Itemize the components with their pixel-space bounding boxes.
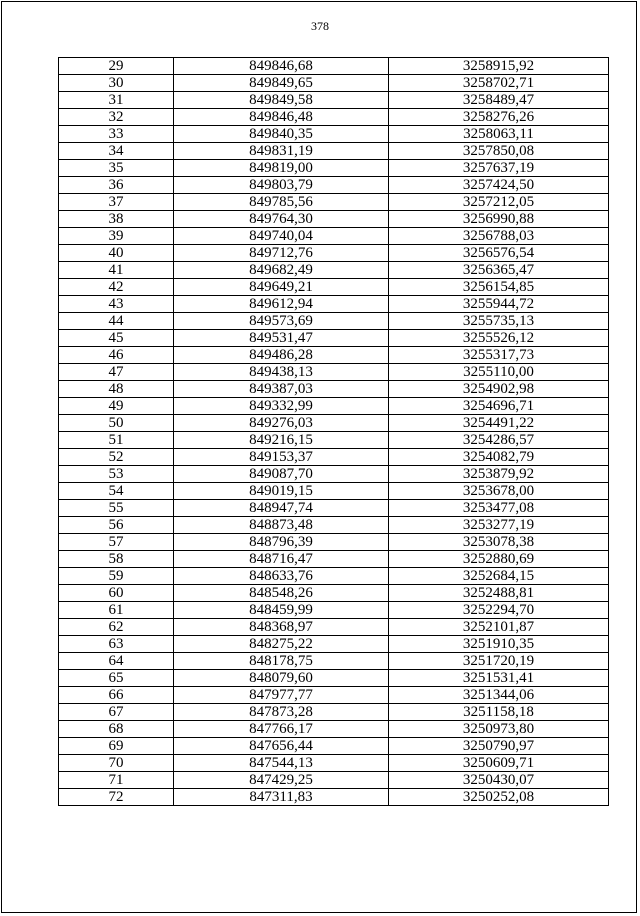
point-number-cell: 51: [59, 432, 174, 449]
point-number-cell: 54: [59, 483, 174, 500]
x-coordinate-cell: 849846,68: [174, 58, 389, 75]
point-number-cell: 43: [59, 296, 174, 313]
y-coordinate-cell: 3254286,57: [389, 432, 609, 449]
table-row: [59, 585, 609, 602]
point-number-cell: 37: [59, 194, 174, 211]
table-row: [59, 194, 609, 211]
table-row: [59, 177, 609, 194]
point-number-cell: 62: [59, 619, 174, 636]
y-coordinate-cell: 3255317,73: [389, 347, 609, 364]
x-coordinate-cell: 848796,39: [174, 534, 389, 551]
point-number-cell: 66: [59, 687, 174, 704]
x-coordinate-cell: 849831,19: [174, 143, 389, 160]
table-row: [59, 58, 609, 75]
y-coordinate-cell: 3250430,07: [389, 772, 609, 789]
y-coordinate-cell: 3257850,08: [389, 143, 609, 160]
x-coordinate-cell: 849740,04: [174, 228, 389, 245]
x-coordinate-cell: 849764,30: [174, 211, 389, 228]
table-row: [59, 517, 609, 534]
point-number-cell: 47: [59, 364, 174, 381]
table-row: [59, 381, 609, 398]
y-coordinate-cell: 3254902,98: [389, 381, 609, 398]
table-row: [59, 534, 609, 551]
table-row: [59, 262, 609, 279]
y-coordinate-cell: 3258489,47: [389, 92, 609, 109]
point-number-cell: 31: [59, 92, 174, 109]
y-coordinate-cell: 3252101,87: [389, 619, 609, 636]
y-coordinate-cell: 3251158,18: [389, 704, 609, 721]
y-coordinate-cell: 3253277,19: [389, 517, 609, 534]
y-coordinate-cell: 3254082,79: [389, 449, 609, 466]
x-coordinate-cell: 849438,13: [174, 364, 389, 381]
x-coordinate-cell: 849087,70: [174, 466, 389, 483]
point-number-cell: 70: [59, 755, 174, 772]
x-coordinate-cell: 848079,60: [174, 670, 389, 687]
point-number-cell: 55: [59, 500, 174, 517]
table-row: [59, 330, 609, 347]
x-coordinate-cell: 849849,65: [174, 75, 389, 92]
x-coordinate-cell: 849849,58: [174, 92, 389, 109]
table-row: [59, 92, 609, 109]
x-coordinate-cell: 849612,94: [174, 296, 389, 313]
x-coordinate-cell: 847873,28: [174, 704, 389, 721]
y-coordinate-cell: 3250973,80: [389, 721, 609, 738]
table-row: [59, 160, 609, 177]
y-coordinate-cell: 3256788,03: [389, 228, 609, 245]
y-coordinate-cell: 3257424,50: [389, 177, 609, 194]
point-number-cell: 48: [59, 381, 174, 398]
point-number-cell: 40: [59, 245, 174, 262]
point-number-cell: 45: [59, 330, 174, 347]
table-row: [59, 602, 609, 619]
point-number-cell: 44: [59, 313, 174, 330]
y-coordinate-cell: 3254696,71: [389, 398, 609, 415]
x-coordinate-cell: 849840,35: [174, 126, 389, 143]
table-row: [59, 653, 609, 670]
y-coordinate-cell: 3250790,97: [389, 738, 609, 755]
table-row: [59, 296, 609, 313]
y-coordinate-cell: 3256990,88: [389, 211, 609, 228]
x-coordinate-cell: 849573,69: [174, 313, 389, 330]
y-coordinate-cell: 3252294,70: [389, 602, 609, 619]
y-coordinate-cell: 3250609,71: [389, 755, 609, 772]
point-number-cell: 68: [59, 721, 174, 738]
point-number-cell: 65: [59, 670, 174, 687]
point-number-cell: 36: [59, 177, 174, 194]
point-number-cell: 69: [59, 738, 174, 755]
point-number-cell: 60: [59, 585, 174, 602]
y-coordinate-cell: 3252488,81: [389, 585, 609, 602]
x-coordinate-cell: 848633,76: [174, 568, 389, 585]
x-coordinate-cell: 847544,13: [174, 755, 389, 772]
x-coordinate-cell: 849531,47: [174, 330, 389, 347]
table-row: [59, 636, 609, 653]
x-coordinate-cell: 847311,83: [174, 789, 389, 806]
point-number-cell: 53: [59, 466, 174, 483]
y-coordinate-cell: 3252684,15: [389, 568, 609, 585]
y-coordinate-cell: 3253678,00: [389, 483, 609, 500]
point-number-cell: 49: [59, 398, 174, 415]
point-number-cell: 71: [59, 772, 174, 789]
y-coordinate-cell: 3254491,22: [389, 415, 609, 432]
point-number-cell: 56: [59, 517, 174, 534]
table-row: [59, 415, 609, 432]
x-coordinate-cell: 849276,03: [174, 415, 389, 432]
point-number-cell: 52: [59, 449, 174, 466]
coordinates-table-body: [59, 58, 609, 806]
x-coordinate-cell: 848459,99: [174, 602, 389, 619]
table-row: [59, 721, 609, 738]
table-row: [59, 364, 609, 381]
table-row: [59, 228, 609, 245]
x-coordinate-cell: 849216,15: [174, 432, 389, 449]
x-coordinate-cell: 849649,21: [174, 279, 389, 296]
table-row: [59, 619, 609, 636]
y-coordinate-cell: 3256365,47: [389, 262, 609, 279]
y-coordinate-cell: 3251720,19: [389, 653, 609, 670]
point-number-cell: 29: [59, 58, 174, 75]
point-number-cell: 63: [59, 636, 174, 653]
table-row: [59, 126, 609, 143]
x-coordinate-cell: 848275,22: [174, 636, 389, 653]
table-row: [59, 279, 609, 296]
table-row: [59, 755, 609, 772]
x-coordinate-cell: 849153,37: [174, 449, 389, 466]
point-number-cell: 46: [59, 347, 174, 364]
point-number-cell: 61: [59, 602, 174, 619]
table-row: [59, 75, 609, 92]
y-coordinate-cell: 3255110,00: [389, 364, 609, 381]
x-coordinate-cell: 849682,49: [174, 262, 389, 279]
point-number-cell: 30: [59, 75, 174, 92]
y-coordinate-cell: 3256154,85: [389, 279, 609, 296]
table-row: [59, 551, 609, 568]
point-number-cell: 34: [59, 143, 174, 160]
y-coordinate-cell: 3256576,54: [389, 245, 609, 262]
x-coordinate-cell: 848716,47: [174, 551, 389, 568]
y-coordinate-cell: 3253477,08: [389, 500, 609, 517]
table-row: [59, 211, 609, 228]
table-row: [59, 772, 609, 789]
y-coordinate-cell: 3252880,69: [389, 551, 609, 568]
y-coordinate-cell: 3255944,72: [389, 296, 609, 313]
x-coordinate-cell: 849712,76: [174, 245, 389, 262]
table-row: [59, 568, 609, 585]
point-number-cell: 41: [59, 262, 174, 279]
y-coordinate-cell: 3253078,38: [389, 534, 609, 551]
table-row: [59, 704, 609, 721]
table-row: [59, 347, 609, 364]
x-coordinate-cell: 849019,15: [174, 483, 389, 500]
x-coordinate-cell: 847977,77: [174, 687, 389, 704]
coordinates-table: [58, 57, 609, 806]
point-number-cell: 39: [59, 228, 174, 245]
page-number: 378: [311, 19, 329, 33]
y-coordinate-cell: 3255526,12: [389, 330, 609, 347]
point-number-cell: 50: [59, 415, 174, 432]
y-coordinate-cell: 3257637,19: [389, 160, 609, 177]
y-coordinate-cell: 3251910,35: [389, 636, 609, 653]
x-coordinate-cell: 849785,56: [174, 194, 389, 211]
point-number-cell: 64: [59, 653, 174, 670]
y-coordinate-cell: 3257212,05: [389, 194, 609, 211]
point-number-cell: 38: [59, 211, 174, 228]
x-coordinate-cell: 847766,17: [174, 721, 389, 738]
table-row: [59, 500, 609, 517]
table-row: [59, 789, 609, 806]
x-coordinate-cell: 848873,48: [174, 517, 389, 534]
point-number-cell: 33: [59, 126, 174, 143]
x-coordinate-cell: 848548,26: [174, 585, 389, 602]
y-coordinate-cell: 3258915,92: [389, 58, 609, 75]
y-coordinate-cell: 3258702,71: [389, 75, 609, 92]
y-coordinate-cell: 3253879,92: [389, 466, 609, 483]
x-coordinate-cell: 848368,97: [174, 619, 389, 636]
x-coordinate-cell: 847656,44: [174, 738, 389, 755]
point-number-cell: 72: [59, 789, 174, 806]
table-row: [59, 143, 609, 160]
table-row: [59, 245, 609, 262]
table-row: [59, 738, 609, 755]
table-row: [59, 670, 609, 687]
table-row: [59, 398, 609, 415]
table-row: [59, 687, 609, 704]
point-number-cell: 59: [59, 568, 174, 585]
table-row: [59, 432, 609, 449]
point-number-cell: 58: [59, 551, 174, 568]
y-coordinate-cell: 3258276,26: [389, 109, 609, 126]
point-number-cell: 42: [59, 279, 174, 296]
x-coordinate-cell: 848178,75: [174, 653, 389, 670]
table-row: [59, 466, 609, 483]
point-number-cell: 35: [59, 160, 174, 177]
y-coordinate-cell: 3251344,06: [389, 687, 609, 704]
x-coordinate-cell: 849486,28: [174, 347, 389, 364]
x-coordinate-cell: 849846,48: [174, 109, 389, 126]
x-coordinate-cell: 847429,25: [174, 772, 389, 789]
point-number-cell: 32: [59, 109, 174, 126]
table-row: [59, 109, 609, 126]
y-coordinate-cell: 3255735,13: [389, 313, 609, 330]
table-row: [59, 483, 609, 500]
x-coordinate-cell: 849803,79: [174, 177, 389, 194]
point-number-cell: 67: [59, 704, 174, 721]
y-coordinate-cell: 3251531,41: [389, 670, 609, 687]
x-coordinate-cell: 848947,74: [174, 500, 389, 517]
y-coordinate-cell: 3250252,08: [389, 789, 609, 806]
point-number-cell: 57: [59, 534, 174, 551]
table-row: [59, 313, 609, 330]
x-coordinate-cell: 849387,03: [174, 381, 389, 398]
y-coordinate-cell: 3258063,11: [389, 126, 609, 143]
x-coordinate-cell: 849332,99: [174, 398, 389, 415]
table-row: [59, 449, 609, 466]
x-coordinate-cell: 849819,00: [174, 160, 389, 177]
